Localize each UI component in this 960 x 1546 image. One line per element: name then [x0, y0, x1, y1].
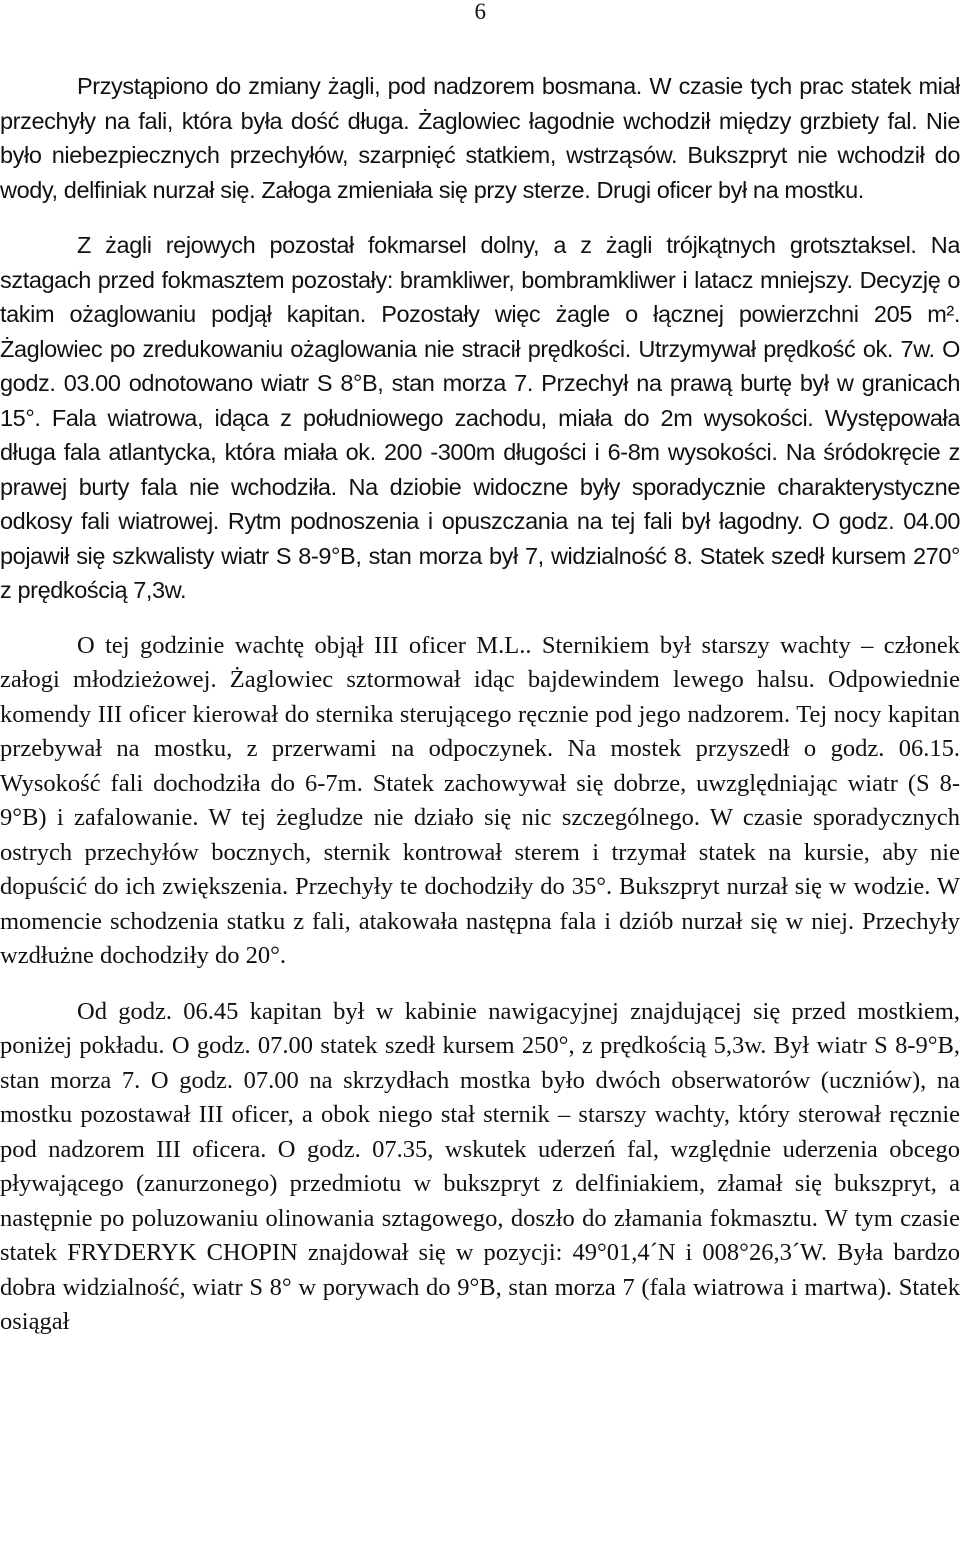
paragraph-watch-change: O tej godzinie wachtę objął III oficer M.L.. Sternikiem był starszy wachty – członek załogi młodzieżowej. Żaglowiec sztormował idąc bajdewindem lewego halsu. Odpowiednie komendy III oficer kierował do sternika sterującego ręcznie pod jego nadzorem. Tej nocy kapitan przebywał na mostku, z przerwami na odpoczynek. Na mostek przyszedł o godz. 06.15. Wysokość fali dochodziła do 6-7m. Statek zachowywał się dobrze, uwzględniając wiatr (S 8-9°B) i zafalowanie. W tej żegludze nie działo się nic szczególnego. W czasie sporadycznych ostrych przechyłów bocznych, sternik kontrował sterem i trzymał statek na kursie, aby nie dopuścić do ich zwiększenia. Przechyły te dochodziły do 35°. Bukszpryt nurzał się w wodzie. W momencie schodzenia statku z fali, atakowała następna fala i dziób nurzał się w niej. Przechyły wzdłużne dochodziły do 20°.	[0, 631, 960, 969]
paragraph-gap	[0, 608, 960, 629]
paragraph-mast-failure: Od godz. 06.45 kapitan był w kabinie nawigacyjnej znajdującej się przed mostkiem, poniżej pokładu. O godz. 07.00 statek szedł kursem 250°, z prędkością 5,3w. Był wiatr S 8-9°B, stan morza 7. O godz. 07.00 na skrzydłach mostka było dwóch obserwatorów (uczniów), na mostku pozostawał III oficer, a obok niego stał sternik – starszy wachty, który sterował ręcznie pod nadzorem III oficera. O godz. 07.35, wskutek uderzeń fal, względnie uderzenia obcego pływającego (zanurzonego) przedmiotu w bukszpryt z delfiniakiem, złamał się bukszpryt, a następnie po poluzowaniu olinowania sztagowego, doszło do złamania fokmasztu. W tym czasie statek FRYDERYK CHOPIN znajdował się w pozycji: 49°01,4´N i 008°26,3´W. Była bardzo dobra widzialność, wiatr S 8° w porywach do 9°B, stan morza 7 (fala wiatrowa i martwa). Statek osiągał	[0, 997, 960, 1335]
paragraph-sail-change: Przystąpiono do zmiany żagli, pod nadzorem bosmana. W czasie tych prac statek miał przechyły na fali, która była dość długa. Żaglowiec łagodnie wchodził między grzbiety fal. Nie było niebezpiecznych przechyłów, szarpnięć statkiem, wstrząsów. Bukszpryt nie wchodził do wody, delfiniak nurzał się. Załoga zmieniała się przy sterze. Drugi oficer był na mostku.	[0, 73, 960, 203]
paragraph-reduced-sails: Z żagli rejowych pozostał fokmarsel dolny, a z żagli trójkątnych grotsztaksel. Na sztagach przed fokmasztem pozostały: bramkliwer, bombramkliwer i latacz mniejszy. Decyzję o takim ożaglowaniu podjął kapitan. Pozostały więc żagle o łącznej powierzchni 205 m². Żaglowiec po zredukowaniu ożaglowania nie stracił prędkości. Utrzymywał prędkość ok. 7w. O godz. 03.00 odnotowano wiatr S 8°B, stan morza 7. Przechył na prawą burtę był w granicach 15°. Fala wiatrowa, idąca z południowego zachodu, miała do 2m wysokości. Występowała długa fala atlantycka, która miała ok. 200 -300m długości i 6-8m wysokości. Na śródokręcie z prawej burty fala nie wchodziła. Na dziobie widoczne były sporadycznie charakterystyczne odkosy fali wiatrowej. Rytm podnoszenia i opuszczania na tej fali był łagodny. O godz. 04.00 pojawił się szkwalisty wiatr S 8-9°B, stan morza był 7, widzialność 8. Statek szedł kursem 270° z prędkością 7,3w.	[0, 232, 960, 603]
paragraph-gap	[0, 207, 960, 228]
paragraph-gap	[0, 974, 960, 995]
page-number: 6	[474, 0, 486, 24]
document-body	[0, 69, 960, 1340]
